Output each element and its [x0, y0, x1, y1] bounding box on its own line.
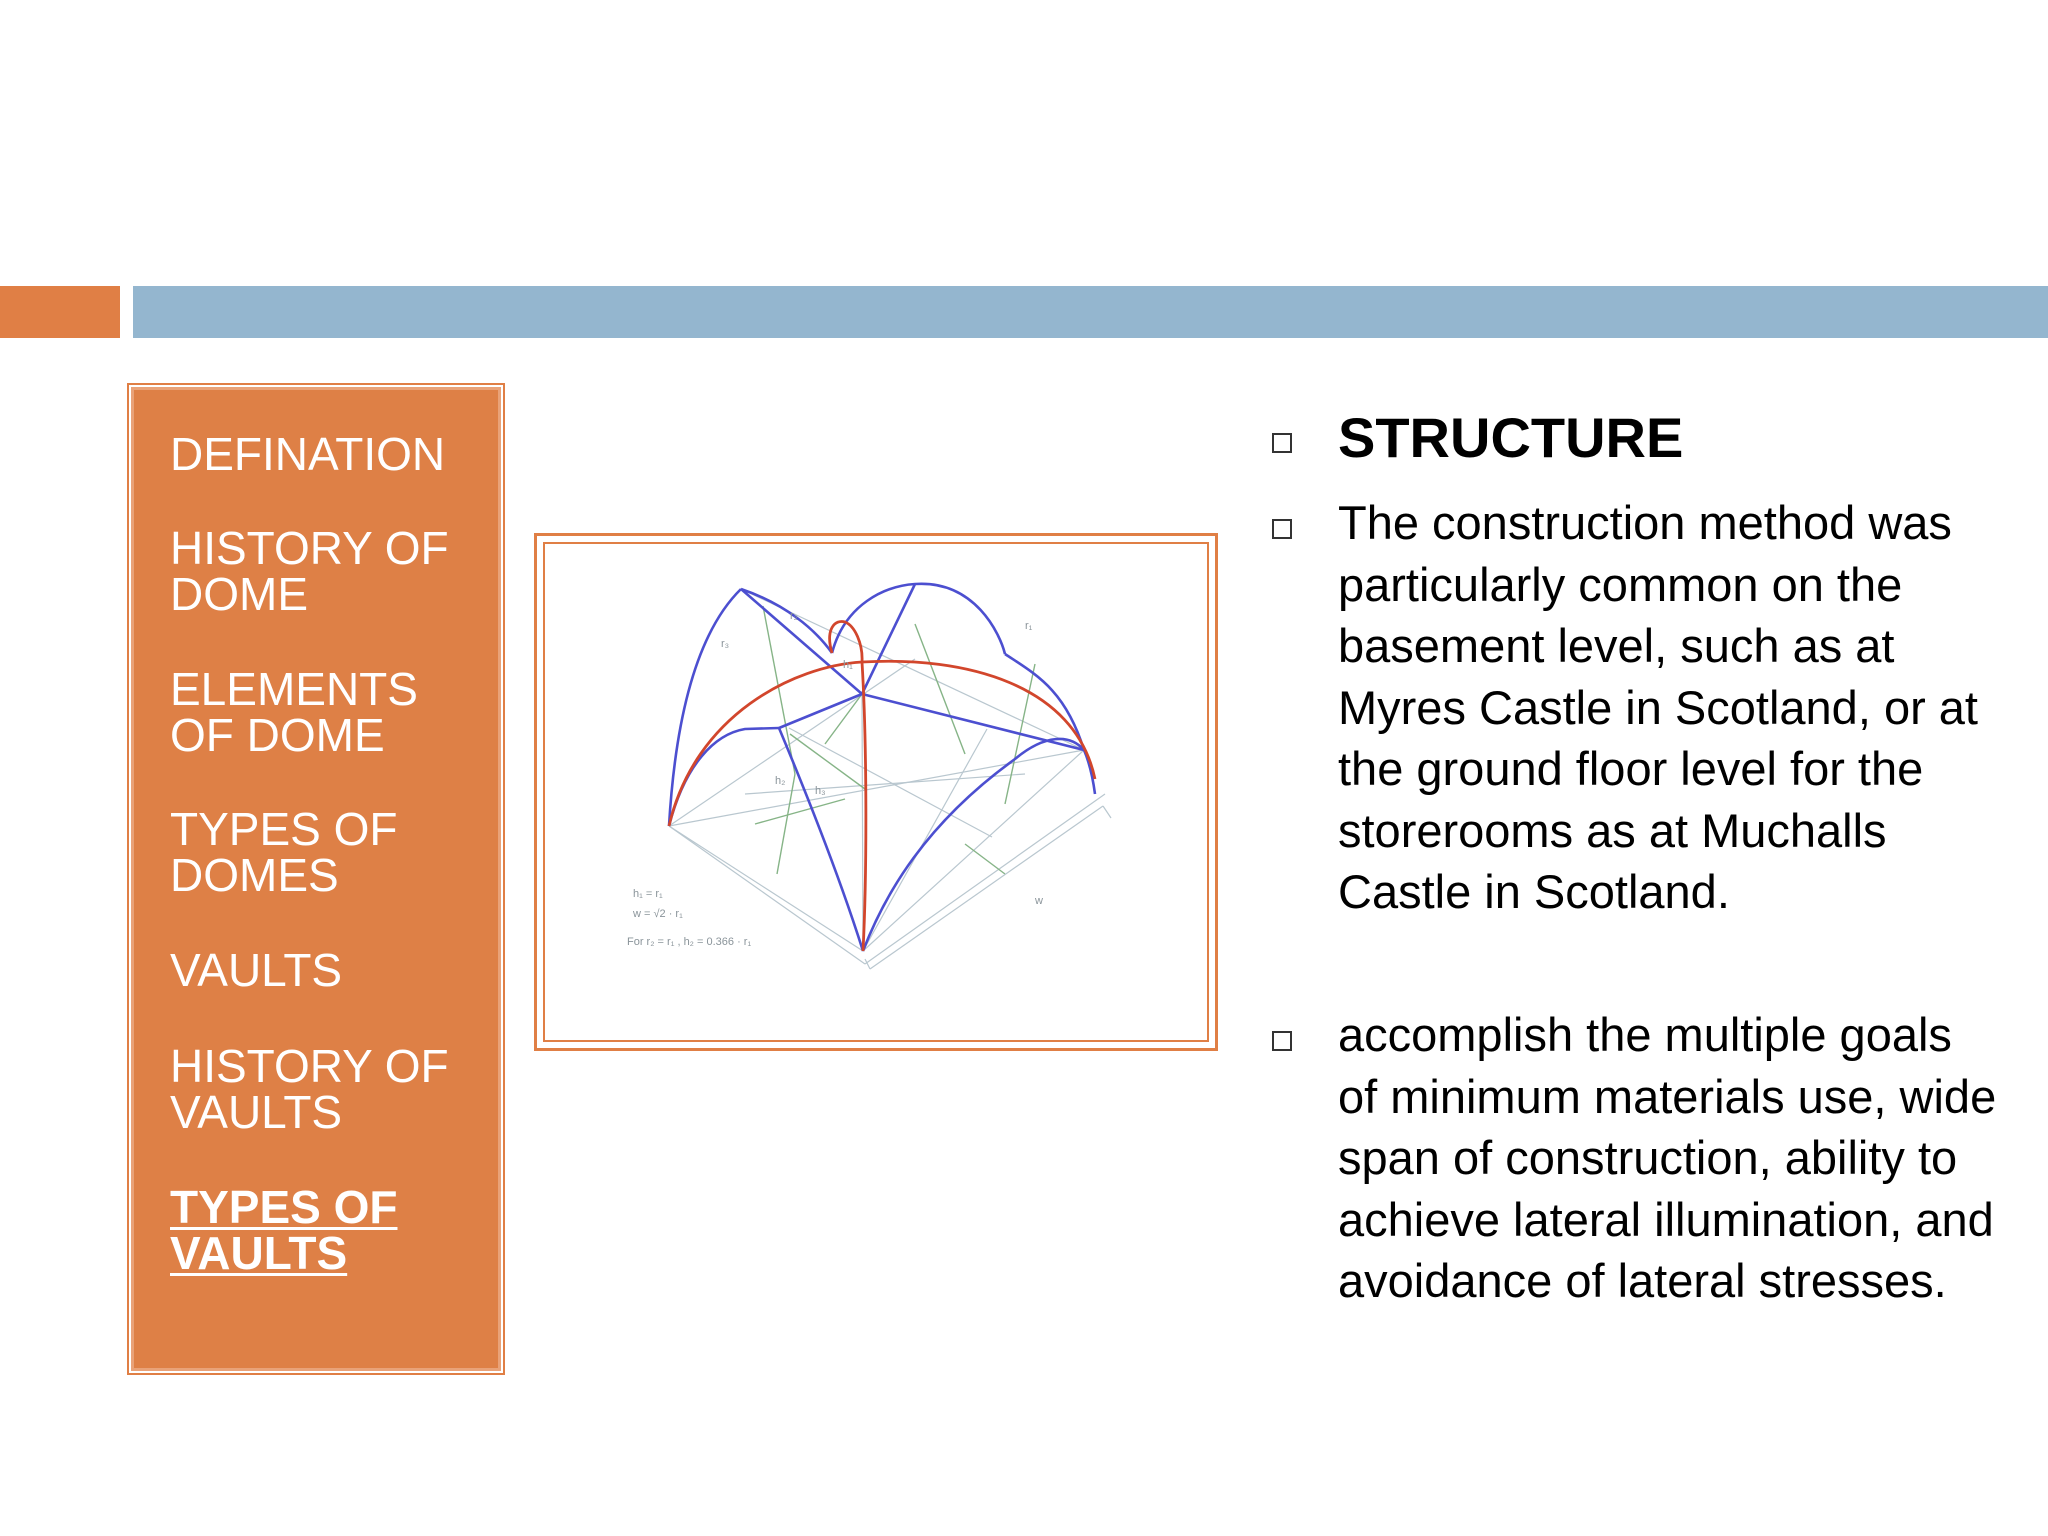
nav-item-vaults[interactable]: VAULTS: [170, 944, 343, 996]
diagram-formula-1: h₁ = r₁: [633, 888, 663, 900]
diagram-label-h1: h₁: [843, 659, 853, 671]
content-heading: STRUCTURE: [1338, 406, 1684, 469]
vault-diagram: [543, 542, 1209, 1042]
nav-panel: [131, 387, 501, 1371]
diagram-label-h3: h₃: [815, 785, 826, 797]
diagram-label-h2: h₂: [775, 775, 786, 787]
nav-item-types-of-domes[interactable]: TYPES OF DOMES: [170, 803, 398, 901]
square-bullet-icon: [1272, 519, 1292, 539]
header-accent-bar-blue: [133, 286, 2048, 338]
square-bullet-icon: [1272, 433, 1292, 453]
nav-item-history-of-vaults[interactable]: HISTORY OF VAULTS: [170, 1040, 449, 1138]
diagram-formula-3: For r₂ = r₁ , h₂ = 0.366 · r₁: [627, 936, 752, 948]
nav-item-defination[interactable]: DEFINATION: [170, 428, 446, 480]
vault-diagram-svg: [545, 544, 1209, 1042]
diagram-formula-2: w = √2 · r₁: [633, 908, 683, 920]
diagram-dimension-lines: [865, 806, 1111, 969]
header-accent-bar-orange: [0, 286, 120, 338]
vault-diagram-frame: [534, 533, 1218, 1051]
nav-item-elements-of-dome[interactable]: ELEMENTS OF DOME: [170, 663, 418, 761]
nav-item-history-of-dome[interactable]: HISTORY OF DOME: [170, 522, 449, 620]
diagram-blue-arches: [669, 584, 1095, 951]
diagram-label-w: w: [1035, 895, 1043, 907]
nav-item-types-of-vaults[interactable]: TYPES OF VAULTS: [170, 1181, 398, 1279]
diagram-label-r1-top: r₁: [1025, 620, 1033, 632]
diagram-construction-lines: [669, 589, 1105, 964]
diagram-labels: [627, 610, 1043, 948]
diagram-label-r2: r₂: [790, 610, 798, 622]
diagram-green-lines: [755, 606, 1035, 874]
content-paragraph-1: The construction method was particularly common on the basement level, such as at Myres Castle in Scotland, or at the ground floor level for the storerooms as at Muchalls Castle in Scotland.: [1338, 496, 1978, 918]
content-paragraph-2: accomplish the multiple goals of minimum materials use, wide span of construction, ability to achieve lateral illumination, and avoidance of lateral stresses.: [1338, 1008, 1997, 1307]
diagram-label-r3: r₃: [721, 638, 730, 650]
square-bullet-icon: [1272, 1031, 1292, 1051]
